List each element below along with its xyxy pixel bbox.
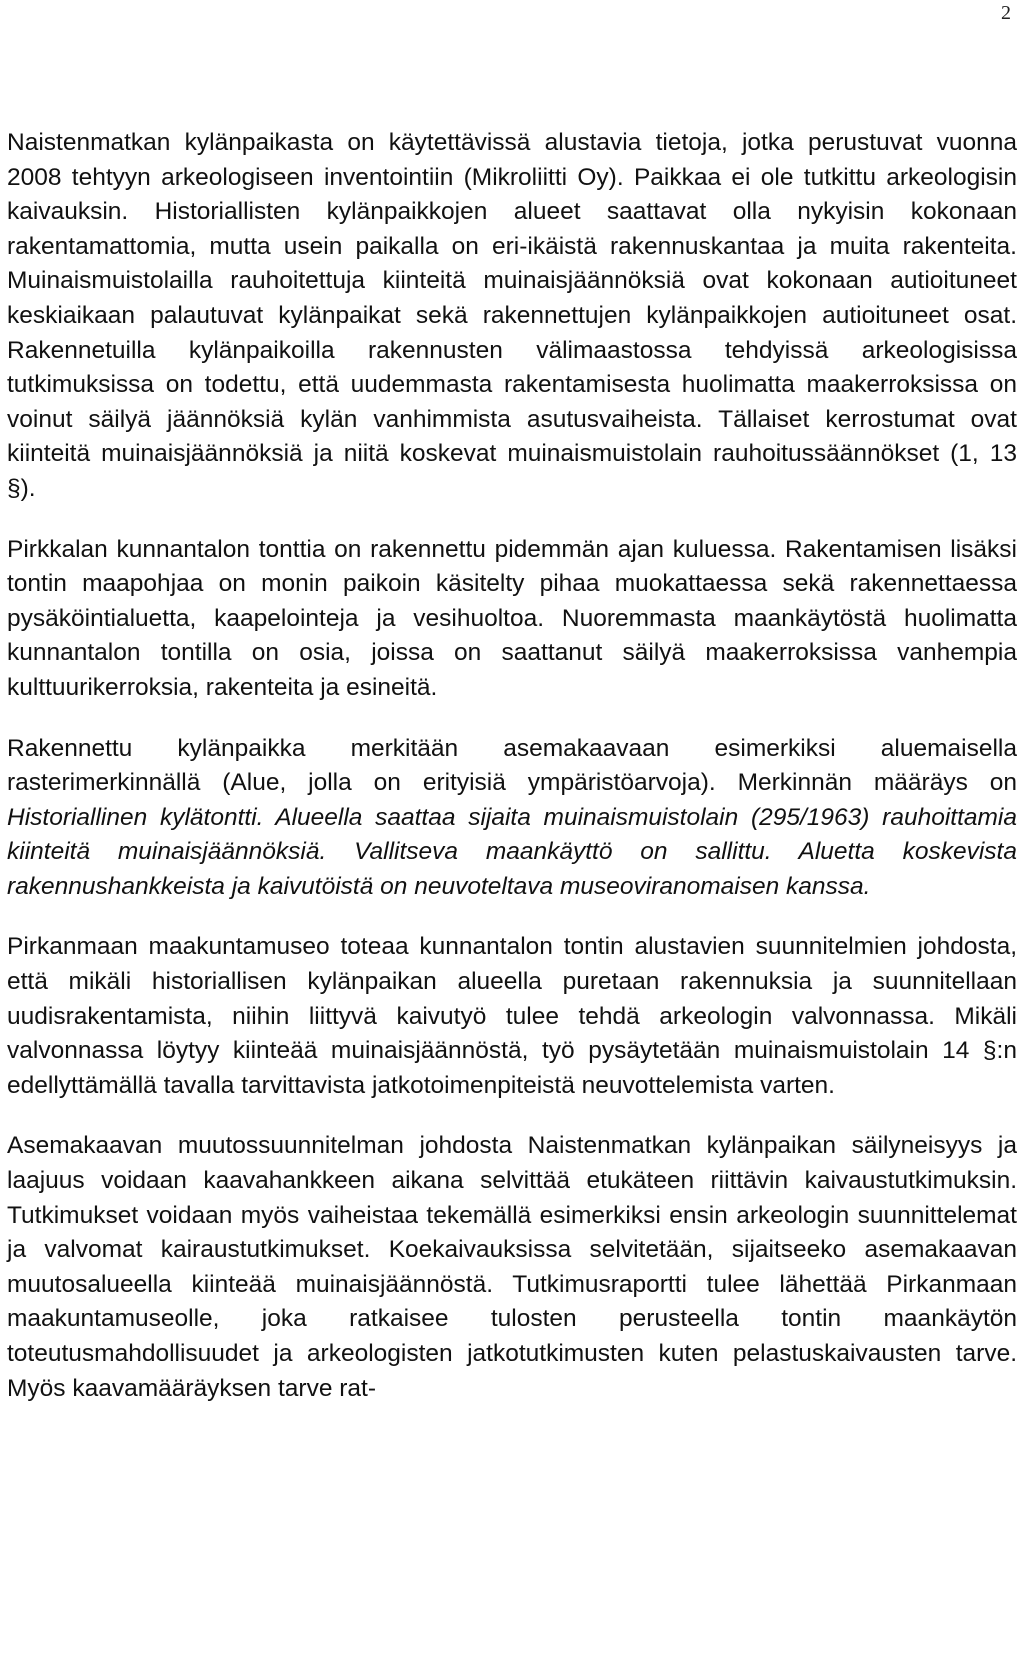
page-number: 2 [1001, 2, 1011, 24]
paragraph-town-hall-plot: Pirkkalan kunnantalon tonttia on rakennettu pidemmän ajan kuluessa. Rakentamisen lisäksi tontin maapohjaa on monin paikoin käsitelty pihaa muokattaessa sekä rakennettaessa pysäköintialuetta, kaapelointeja ja vesihuoltoa. Nuoremmasta maankäytöstä huolimatta kunnantalon tontilla on osia, joissa on saattanut säilyä maakerroksissa vanhempia kulttuurikerroksia, rakenteita ja esineitä. [7, 535, 1017, 701]
paragraph-zoning-marking [7, 732, 1017, 905]
paragraph-excavation-plan: Asemakaavan muutossuunnitelman johdosta Naistenmatkan kylänpaikan säilyneisyys ja laajuus voidaan kaavahankkeen aikana selvittää etukäteen riittävin kaivaustutkimuksin. Tutkimukset voidaan myös vaiheistaa tekemällä esimerkiksi ensin arkeologin suunnittelemat ja valvomat kairaustutkimukset. Koekaivauksissa selvitetään, sijaitseeko asemakaavan muutosalueella kiinteää muinaisjäännöstä. Tutkimusraportti tulee lähettää Pirkanmaan maakuntamuseolle, joka ratkaisee tulosten perusteella tontin maankäytön toteutusmahdollisuudet ja arkeologisten jatkotutkimusten kuten pelastuskaivausten tarve. Myös kaavamääräyksen tarve rat- [7, 1132, 1017, 1402]
paragraph-museum-statement: Pirkanmaan maakuntamuseo toteaa kunnantalon tontin alustavien suunnitelmien johdosta, että mikäli historiallisen kylänpaikan alueella puretaan rakennuksia ja suunnitellaan uudisrakentamista, niihin liittyvä kaivutyö tulee tehdä arkeologin valvonnassa. Mikäli valvonnassa löytyy kiinteää muinaisjäännöstä, työ pysäytetään muinaismuistolain 14 §:n edellyttämällä tavalla tarvittavista jatkotoimenpiteistä neuvottelemista varten. [7, 933, 1017, 1099]
zoning-marking-text: Rakennettu kylänpaikka merkitään asemakaavaan esimerkiksi aluemaisella rasterimerkinnällä (Alue, jolla on erityisiä ympäristöarvoja). Merkinnän määräys on [7, 734, 1017, 797]
document-body [7, 126, 1017, 1406]
zoning-regulation-italic: Historiallinen kylätontti. Alueella saattaa sijaita muinaismuistolain (295/1963) rauhoittamia kiinteitä muinaisjäännöksiä. Vallitseva maankäyttö on sallittu. Aluetta koskevista rakennushankkeista ja kaivutöistä on neuvoteltava museoviranomaisen kanssa. [7, 803, 1017, 900]
paragraph-village-site: Naistenmatkan kylänpaikasta on käytettävissä alustavia tietoja, jotka perustuvat vuonna 2008 tehtyyn arkeologiseen inventointiin (Mikroliitti Oy). Paikkaa ei ole tutkittu arkeologisin kaivauksin. Historiallisten kylänpaikkojen alueet saattavat olla nykyisin kokonaan rakentamattomia, mutta usein paikalla on eri-ikäistä rakennuskantaa ja muita rakenteita. Muinaismuistolailla rauhoitettuja kiinteitä muinaisjäännöksiä ovat kokonaan autioituneet keskiaikaan palautuvat kylänpaikat sekä rakennettujen kylänpaikkojen autioituneet osat. Rakennetuilla kylänpaikoilla rakennusten välimaastossa tehdyissä arkeologisissa tutkimuksissa on todettu, että uudemmasta rakentamisesta huolimatta maakerroksissa on voinut säilyä jäännöksiä kylän vanhimmista asutusvaiheista. Tällaiset kerrostumat ovat kiinteitä muinaisjäännöksiä ja niitä koskevat muinaismuistolain rauhoitussäännökset (1, 13 §). [7, 129, 1017, 502]
